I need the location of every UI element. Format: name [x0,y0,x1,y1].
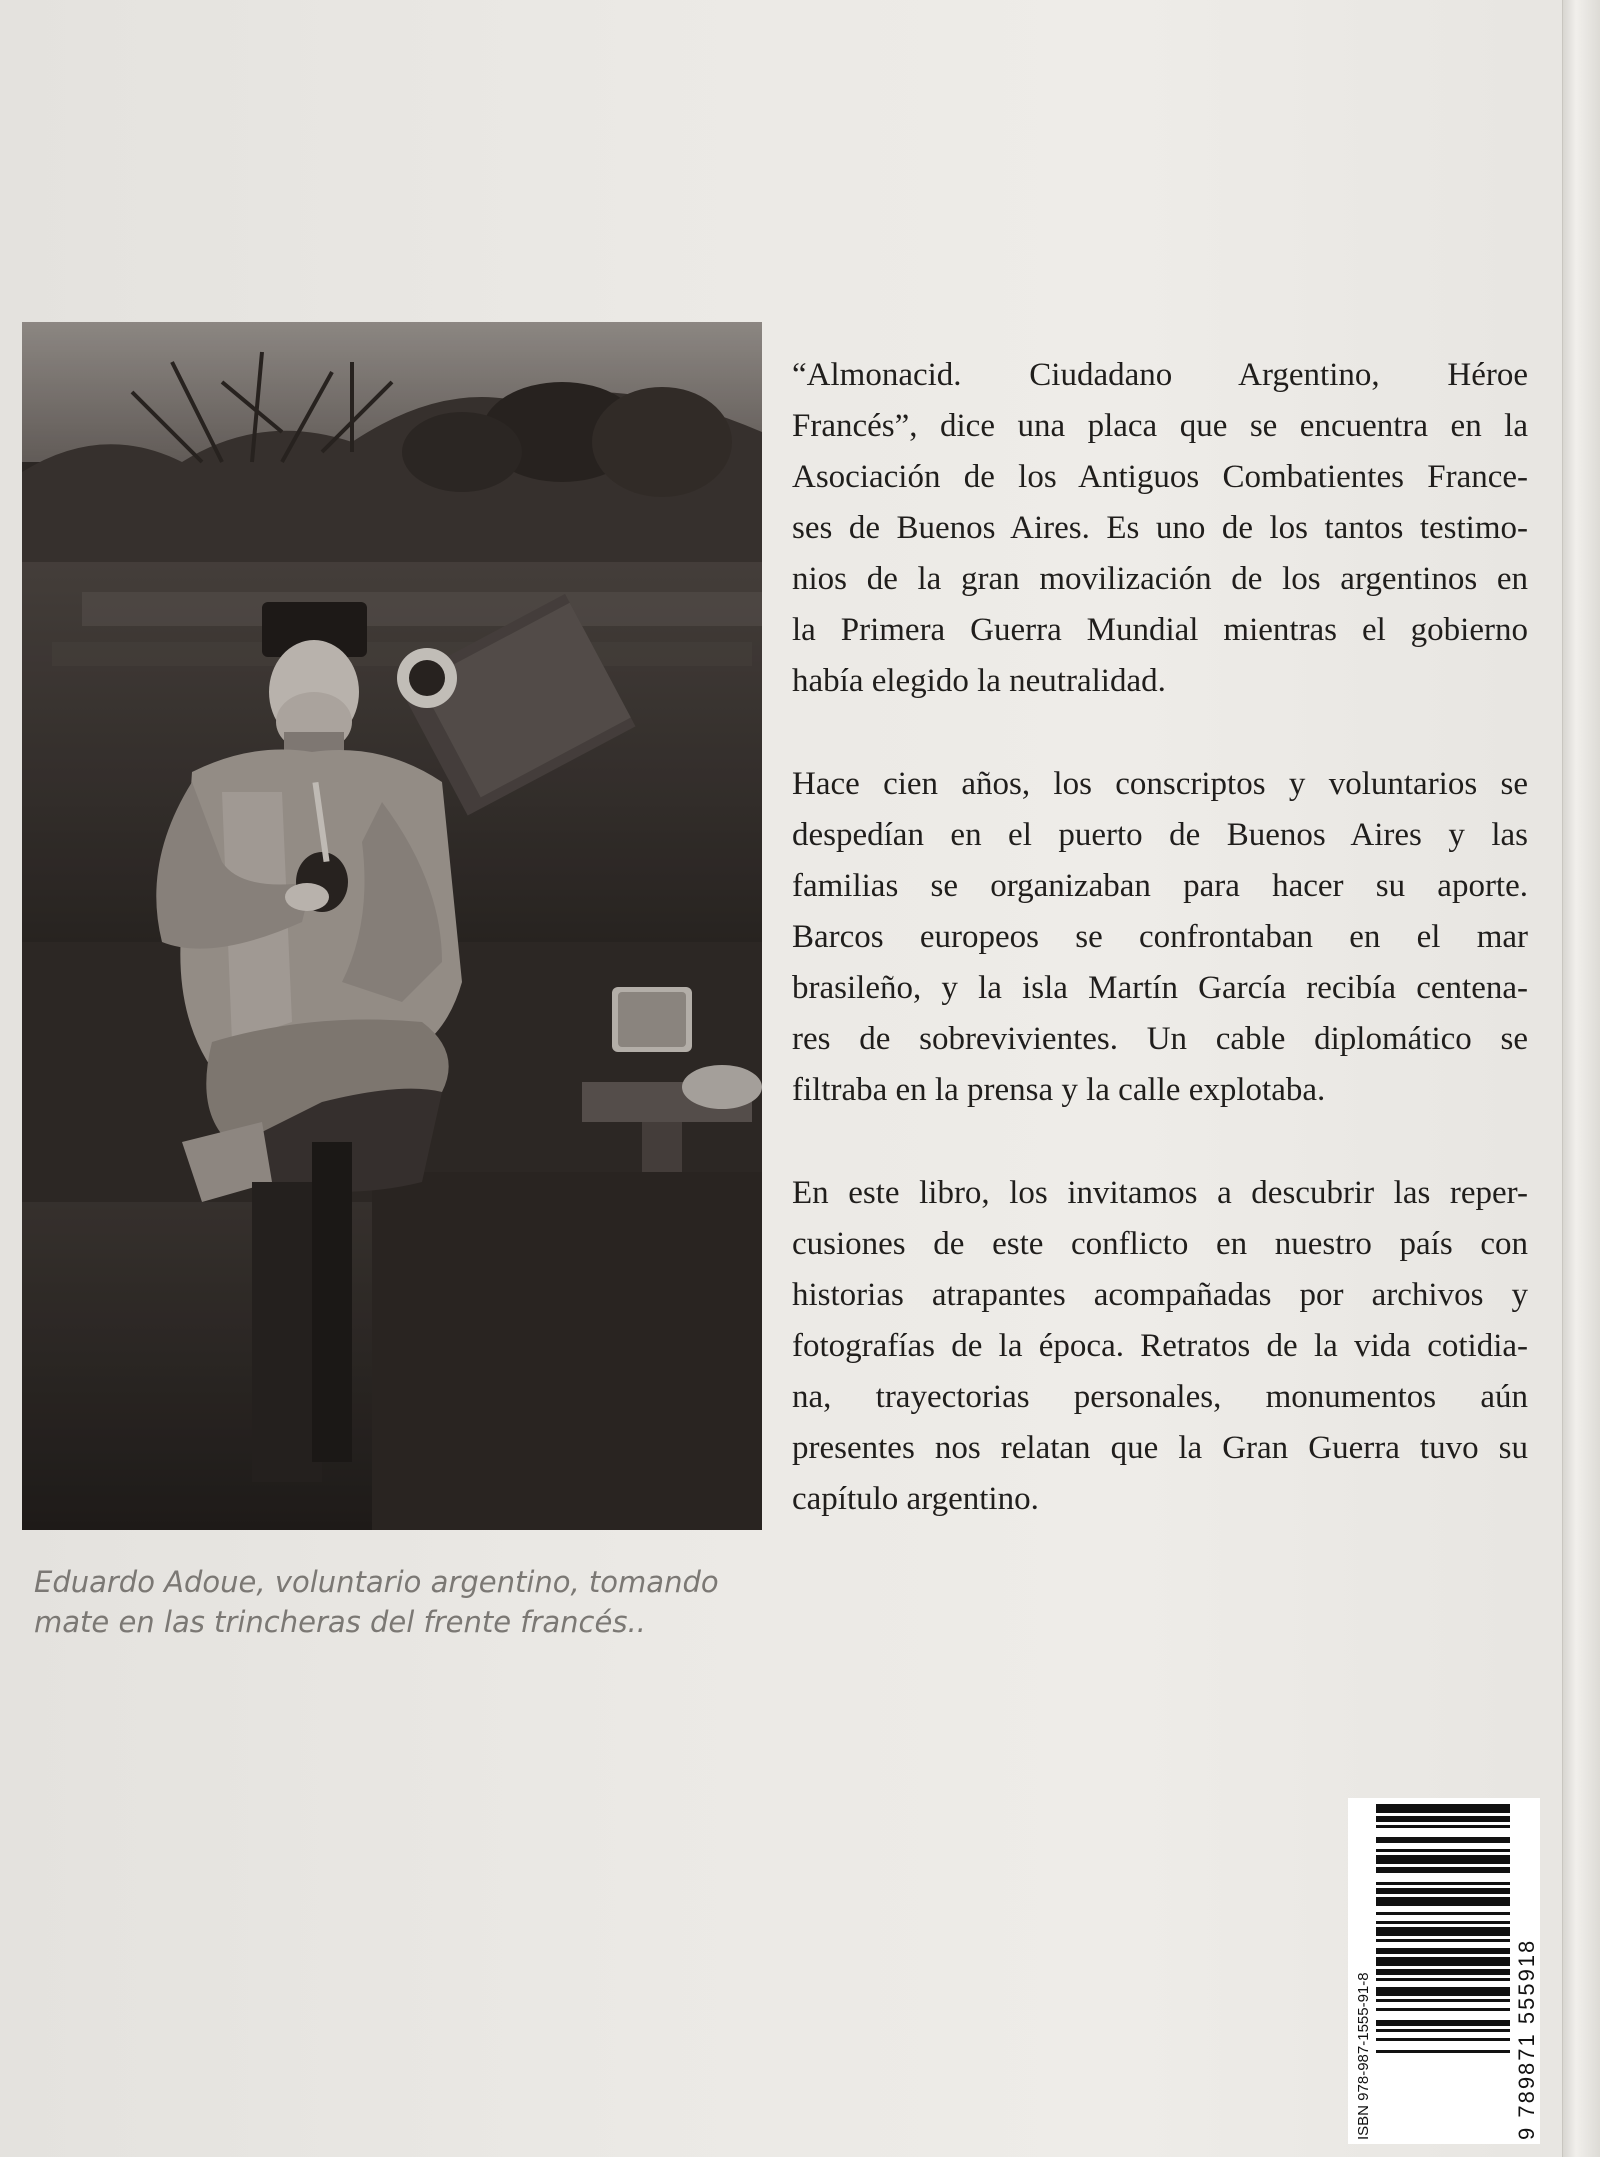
text-line: familias se organizaban para hacer su aporte. [792,868,1528,904]
barcode-bar [1376,2038,1510,2041]
barcode-bar [1376,1882,1510,1885]
blurb-text [792,350,1528,1577]
barcode-bar [1376,2020,1510,2026]
text-line: Asociación de los Antiguos Combatientes France- [792,459,1528,495]
blurb-paragraph-2 [792,759,1528,1116]
text-line: había elegido la neutralidad. [792,663,1166,699]
text-line: brasileño, y la isla Martín García recibía centena- [792,970,1528,1006]
isbn-label: ISBN 978-987-1555-91-8 [1355,1972,1372,2140]
text-line: historias atrapantes acompañadas por archivos y [792,1277,1528,1313]
text-line: res de sobrevivientes. Un cable diplomático se [792,1021,1528,1057]
text-line: Barcos europeos se confrontaban en el mar [792,919,1528,955]
text-line: “Almonacid. Ciudadano Argentino, Héroe [792,357,1528,393]
barcode-bar [1376,2008,1510,2011]
text-line: na, trayectorias personales, monumentos aún [792,1379,1528,1415]
isbn-barcode [1348,1798,1540,2144]
barcode-bar [1376,1825,1510,1828]
text-line: filtraba en la prensa y la calle explotaba. [792,1072,1326,1108]
barcode-bar [1376,1888,1510,1894]
barcode-bar [1376,1978,1510,1981]
book-edge [1562,0,1600,2157]
text-line: Hace cien años, los conscriptos y voluntarios se [792,766,1528,802]
text-line: En este libro, los invitamos a descubrir las reper- [792,1175,1528,1211]
barcode-bar [1376,1837,1510,1843]
text-line: despedían en el puerto de Buenos Aires y las [792,817,1528,853]
barcode-bar [1376,2029,1510,2032]
text-line: la Primera Guerra Mundial mientras el gobierno [792,612,1528,648]
photo-soldier-drinking-mate [22,322,762,1530]
barcode-bar [1376,1957,1510,1966]
barcode-bar [1376,1855,1510,1864]
barcode-bar [1376,2050,1510,2053]
text-line: nios de la gran movilización de los argentinos en [792,561,1528,597]
text-line: cusiones de este conflicto en nuestro país con [792,1226,1528,1262]
caption-line: Eduardo Adoue, voluntario argentino, tomando [34,1565,719,1599]
barcode-bar [1376,1999,1510,2002]
barcode-bar [1376,1969,1510,1975]
text-line: Francés”, dice una placa que se encuentra en la [792,408,1528,444]
barcode-bar [1376,1804,1510,1813]
text-line: presentes nos relatan que la Gran Guerra tuvo su [792,1430,1528,1466]
archival-photo [22,322,762,1530]
barcode-bar [1376,1939,1510,1942]
barcode-bar [1376,1912,1510,1915]
barcode-bar [1376,1849,1510,1852]
photo-caption [34,1562,774,1642]
text-line: capítulo argentino. [792,1481,1039,1517]
barcode-bar [1376,1927,1510,1936]
text-line: fotografías de la época. Retratos de la vida cotidia- [792,1328,1528,1364]
barcode-bar [1376,1948,1510,1954]
blurb-paragraph-1 [792,350,1528,707]
barcode-digits: 9 789871 555918 [1514,1938,1539,2140]
blurb-paragraph-3 [792,1168,1528,1525]
caption-line: mate en las trincheras del frente francés.. [34,1605,646,1639]
barcode-bar [1376,1867,1510,1873]
barcode-bar [1376,1897,1510,1906]
barcode-bar [1376,1987,1510,1996]
barcode-bar [1376,1816,1510,1822]
barcode-graphic [1348,1798,1540,2144]
barcode-bar [1376,1921,1510,1924]
text-line: ses de Buenos Aires. Es uno de los tantos testimo- [792,510,1528,546]
